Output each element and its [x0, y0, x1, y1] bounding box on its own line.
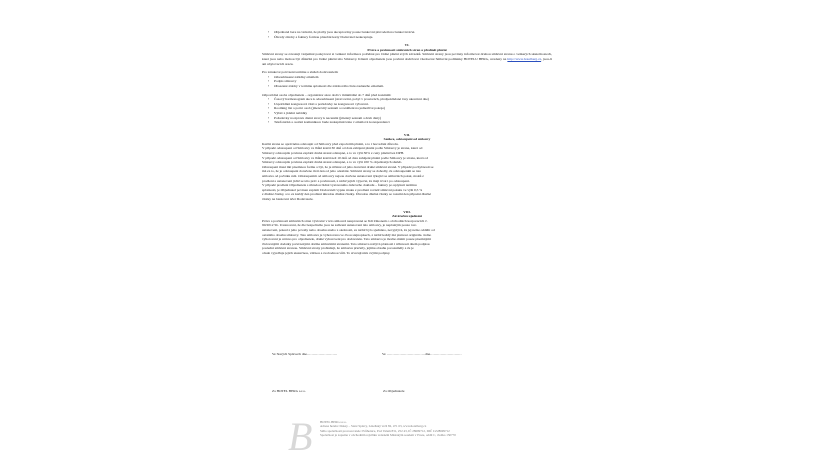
footer [320, 420, 560, 438]
bullet-item: • Odsouhlasené zabídky emailem [262, 75, 552, 80]
text-line: V případě odstoupení od Smlouvy ve lhůtě kratší 30 dnů od data zahájení plnění podle Smlouvy je strana, která od [262, 146, 423, 151]
text-line: obsah vyjadřuje jejich skutečnou, vážnou a svobodnou vůli. To stvrzují níže svými podpisy. [262, 250, 391, 255]
bullet-item: • Úhrady zálohy a faktury formou platební karty Dodavatel neakceptuje. [262, 35, 552, 40]
bullet-item: • Požadavky na úpravu dietní stravy k nacenění (jmenný seznam a druh diety) [262, 116, 552, 121]
section-title: Práva a povinnosti smluvních stran a předmět plnění [367, 47, 447, 52]
signature-place-right: Ve ……………………………dne……………………… [382, 352, 462, 356]
footer-registry: Společnost je zapsána v obchodním rejstříku vedeném Městským soudem v Praze, oddíl C, vložka 150770 [320, 433, 456, 438]
text-line: Práva a povinnosti smluvních stran výslovně v této smlouvě neupravené se řídí Zákonem o obchodních korporacích č. [262, 218, 428, 223]
text-line: Smlouvy odstoupila povinna zaplatit druhé straně odstupné, a to ve výši 100 % objednaných služeb. [262, 160, 403, 165]
hotel-logo-watermark [286, 416, 318, 456]
text-line: ostatního obsahu smlouvy. Tato smlouva je vyhotovena ve dvou stejnopisech, z nichž každý má platnost originálu. Jedno [262, 232, 432, 237]
logo-letter: B [288, 416, 313, 456]
footer-company: HOTEL BERG s.r.o. [320, 420, 347, 424]
hotel-link[interactable]: http://www.hotelberg.cz [507, 56, 542, 61]
contact-intro: Odpovědná osoba objednatele – organizátor akce dodá v minimálně do 7 dnů před konáním: [262, 92, 392, 97]
signature-place-left: Ve Starých Splavech dne…………………….. [272, 352, 337, 356]
footer-seat: Sídlo společnosti provozovatele: Průhonice, Pod Valem 831, 252 43, IČ 28699712, DIČ CZ28699712 [320, 428, 450, 433]
text-line: vyhotovení je určeno pro objednatele, druhé vyhotovení pro dodavatele. Tato smlouva je možno měnit pouze písemnými [262, 237, 431, 242]
document-page [262, 30, 552, 256]
text-line: ustanovení, pokud z jeho povahy nebo obsahu anebo z okolností, za nichž bylo sjednáno, nevyplývá, že jej nelze oddělit od [262, 227, 435, 232]
bullet-item: • Telefonická a osobní komunikace bude zrekapitulována v emailové korespondenci [262, 120, 552, 125]
text-line: prodlení a ustanovení jichž se této práv a povinností, z nichž jejich výpočet, že mají trvat i po odstoupení. [262, 178, 410, 183]
bullet-item: • Rooming list a počet osob (jmenovitý seznam a rozdělení na jednotlivé pokoje) [262, 106, 552, 111]
footer-address: Adresa hotelu: Doksy – Staré Splavy, Lázeňský vrch 82, 471 63, www.hotelberg.cz [320, 424, 427, 429]
supplier-intro: Pro zárukové potvrzení termínu a služeb dodavatelem: [262, 70, 339, 75]
signature-name-right: Za Objednatele [383, 389, 405, 393]
bullet-item: • Podpis smlouvy [262, 79, 552, 84]
section-paragraph: Smluvní strany se zavazují vzájemně poskytovat si veškeré informace potřebné pro řádné plnění svých závazků. Smluvní strany jsou povinny informovat druhou smluvní stranu o veškerých skutečnostech, které jsou nebo mohou být důležité pro řádné plnění této Smlouvy. Klienti objednatele jsou povinni dodržovat všeobecné Smluvní podmínky HOTELU BERG, uvedeny na http://www.hotelberg.cz, jsou-li ani ubytovacích srazu. [262, 52, 552, 66]
text-line: poslední smluvní stranou. Smluvní strany prohlašují, že smlouvu přečetly, jejímu obsahu porozuměly a že je [262, 246, 414, 251]
text-line: Odstoupení musí mít písemnou formu a být, že je účinné od jeho doručení druhé smluvní straně. V případě pochybností se [262, 164, 434, 169]
text-line: částky na bankovní účet Dodavatele. [262, 197, 314, 201]
bullet-item: • Uspořádání kongresové části a požadavky na kongresové vybavení. [262, 102, 552, 107]
bullet-item: • Časový harmonogram akce k odsouhlasení (stravování, pobyt v prostorách, předpokládané časy ukončení dne) [262, 97, 552, 102]
section-number: VIII. [403, 209, 411, 214]
text-line: V případě odstoupení od Smlouvy ve lhůtě kratší než 10 dnů od data zahájení plnění podle Smlouvy je strana, která od [262, 155, 429, 160]
section-number: VI. [404, 43, 410, 48]
text-line: z dlužné částky, a to za každý den prodlení úhradou dlužné částky. Úhradou dlužné částky se rozumí den připsání dlužné [262, 192, 431, 197]
signature-name-left: Za HOTEL BERG s.r.o. [272, 389, 306, 393]
text-line: má za to, že je odstoupení doručeno třetí den od jeho odeslání. Smluvní strany se dohodly, že odstoupením se tato [262, 169, 422, 174]
text-line: splatnosti, je Objednatel povinen zaplatit Dodavateli vypnu úroku z prodlení rovněž smluvní pokutu ve výši 0,5 % [262, 187, 423, 192]
text-line: Smlouvy odstoupila povinna zaplatit druhé straně odstupné, a to ve výši 30% z ceny plnění bez DPH. [262, 151, 405, 156]
section-title: Sankce, odstoupení od smlouvy [383, 137, 431, 142]
section-number: VII. [403, 132, 411, 137]
bullet-item: • Objednatel bere na vědomí, že platby jsou akceptovány pouze bankovní převodem na bankovní účet. [262, 30, 552, 35]
text-line: smlouva od počátku ruší. Odstoupením od smlouvy nejsou dotčena ustanovení týkající se smluvních pokut, úroků z [262, 174, 424, 179]
text-line: číslovanými dodatky potvrzenými oběma smluvními stranami. Tato smlouva nabývá platnosti i účinnosti dnem podpisu [262, 241, 430, 246]
text-line: 90/2012 Sb. Ustanovení, že dle bezpečného jsou na zařízení ustanovení této smlouvy, je neplatným pouze toto [262, 223, 417, 228]
text-line: V případě prodlení Objednatele s úhradou řádně vystaveného daňového dokladu – faktury po uplynutí termínu [262, 183, 417, 188]
bullet-item: • Výběr z jídelní nabídky [262, 111, 552, 116]
bullet-item: • Obsazené zálohy v termínu splatnosti dle zálohového listu zaslaného emailem. [262, 84, 552, 89]
section-title: Závěrečná ujednání [392, 214, 422, 219]
text-line: Každá strana se oprávněna odstoupit od Smlouvy před započetím plnění, a to i bez udání důvodu. [262, 141, 399, 146]
